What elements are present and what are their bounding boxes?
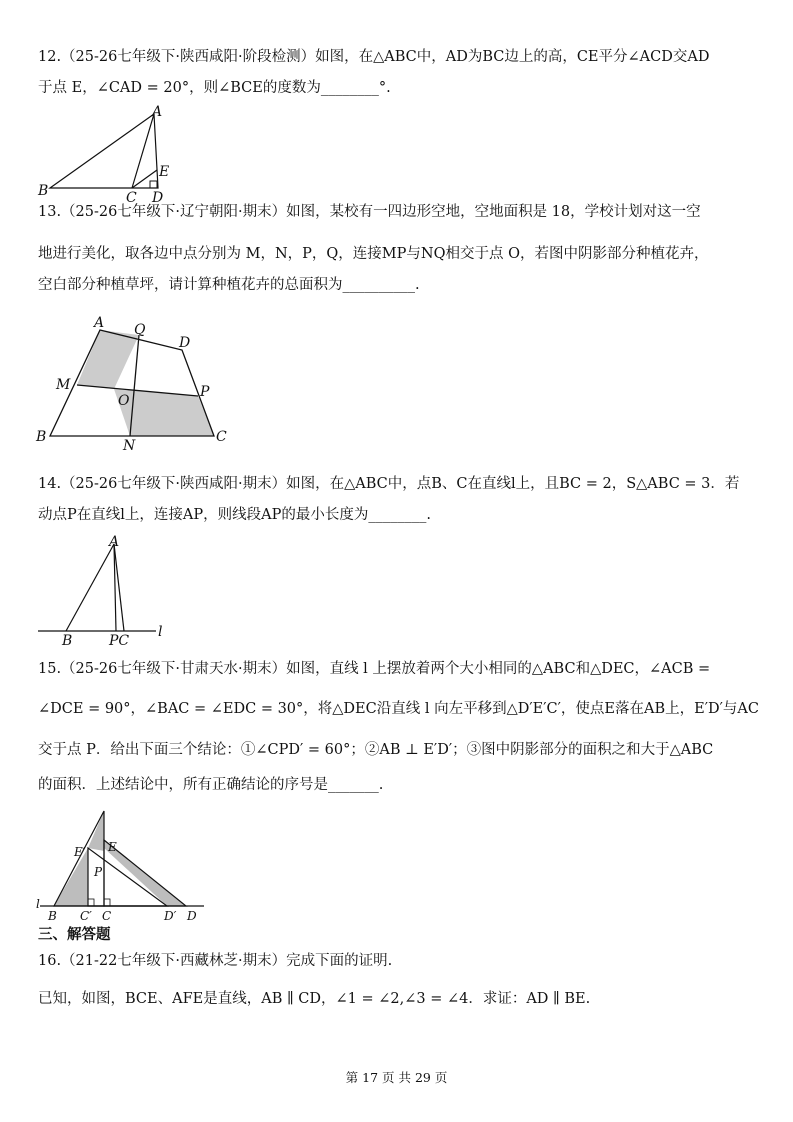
- q13-label-p: P: [200, 384, 210, 400]
- q13-label-o: O: [118, 393, 130, 409]
- q16-line-2: 已知，如图，BCE、AFE是直线，AB ∥ CD，∠1 = ∠2,∠3 = ∠4．求证：AD ∥ BE.: [38, 991, 591, 1007]
- q13-label-b: B: [36, 429, 47, 445]
- q13-label-n: N: [123, 438, 136, 452]
- q12-label-e: E: [159, 164, 170, 180]
- q12-label-c: C: [126, 190, 137, 204]
- q14-line-2: 动点P在直线l上，连接AP，则线段AP的最小长度为________.: [38, 507, 431, 523]
- q13-figure: [34, 312, 244, 452]
- q13-label-d: D: [179, 335, 191, 351]
- q12-line-1: 12.（25-26七年级下·陕西咸阳·阶段检测）如图，在△ABC中，AD为BC边上的高，CE平分∠ACD交AD: [38, 49, 710, 65]
- q13-label-c: C: [216, 429, 227, 445]
- q13-line-2: 地进行美化，取各边中点分别为 M，N，P，Q，连接MP与NQ相交于点 O，若图中阴影部分种植花卉，: [38, 246, 709, 262]
- q13-line-3: 空白部分种植草坪，请计算种植花卉的总面积为__________.: [38, 277, 420, 293]
- q15-line-1: 15.（25-26七年级下·甘肃天水·期末）如图，直线 l 上摆放着两个大小相同的△ABC和△DEC，∠ACB =: [38, 661, 711, 677]
- q15-label-d-prime: D′: [164, 909, 177, 923]
- q15-label-l: l: [36, 897, 40, 911]
- q12-label-d: D: [152, 190, 164, 204]
- q15-label-p: P: [94, 865, 103, 879]
- q12-label-a: A: [152, 104, 163, 120]
- page-number: 第 17 页 共 29 页: [345, 1070, 448, 1085]
- q14-label-a: A: [109, 534, 120, 550]
- q15-line-4: 的面积．上述结论中，所有正确结论的序号是_______.: [38, 777, 384, 793]
- q14-label-pc: PC: [109, 633, 130, 646]
- q12-figure: [36, 104, 176, 204]
- section-heading: 三、解答题: [38, 926, 111, 943]
- q14-label-l: l: [158, 624, 163, 640]
- q14-label-b: B: [62, 633, 73, 646]
- q13-line-1: 13.（25-26七年级下·辽宁朝阳·期末）如图，某校有一四边形空地，空地面积是 18，学校计划对这一空: [38, 204, 701, 220]
- q12-label-b: B: [38, 183, 49, 199]
- q13-label-q: Q: [134, 322, 146, 338]
- q14-figure: [36, 534, 176, 646]
- q15-label-e-prime: E′: [74, 845, 86, 859]
- q13-label-a: A: [94, 315, 105, 331]
- q15-label-c: C: [102, 909, 112, 923]
- q15-line-3: 交于点 P．给出下面三个结论：①∠CPD′ = 60°；②AB ⊥ E′D′；③图中阴影部分的面积之和大于△ABC: [38, 742, 714, 758]
- q14-line-1: 14.（25-26七年级下·陕西咸阳·期末）如图，在△ABC中，点B、C在直线l上，且BC = 2，S△ABC = 3．若: [38, 476, 740, 492]
- q15-figure: [34, 804, 214, 924]
- q15-label-e: E: [108, 840, 117, 854]
- q12-line-2: 于点 E，∠CAD = 20°，则∠BCE的度数为________°.: [38, 80, 391, 96]
- q15-label-d: D: [187, 909, 197, 923]
- q15-label-b: B: [48, 909, 57, 923]
- q15-line-2: ∠DCE = 90°，∠BAC = ∠EDC = 30°，将△DEC沿直线 l 向左平移到△D′E′C′，使点E落在AB上，E′D′与AC: [38, 701, 759, 717]
- q16-line-1: 16.（21-22七年级下·西藏林芝·期末）完成下面的证明.: [38, 953, 393, 969]
- q15-label-c-prime: C′: [80, 909, 92, 923]
- q13-label-m: M: [56, 377, 71, 393]
